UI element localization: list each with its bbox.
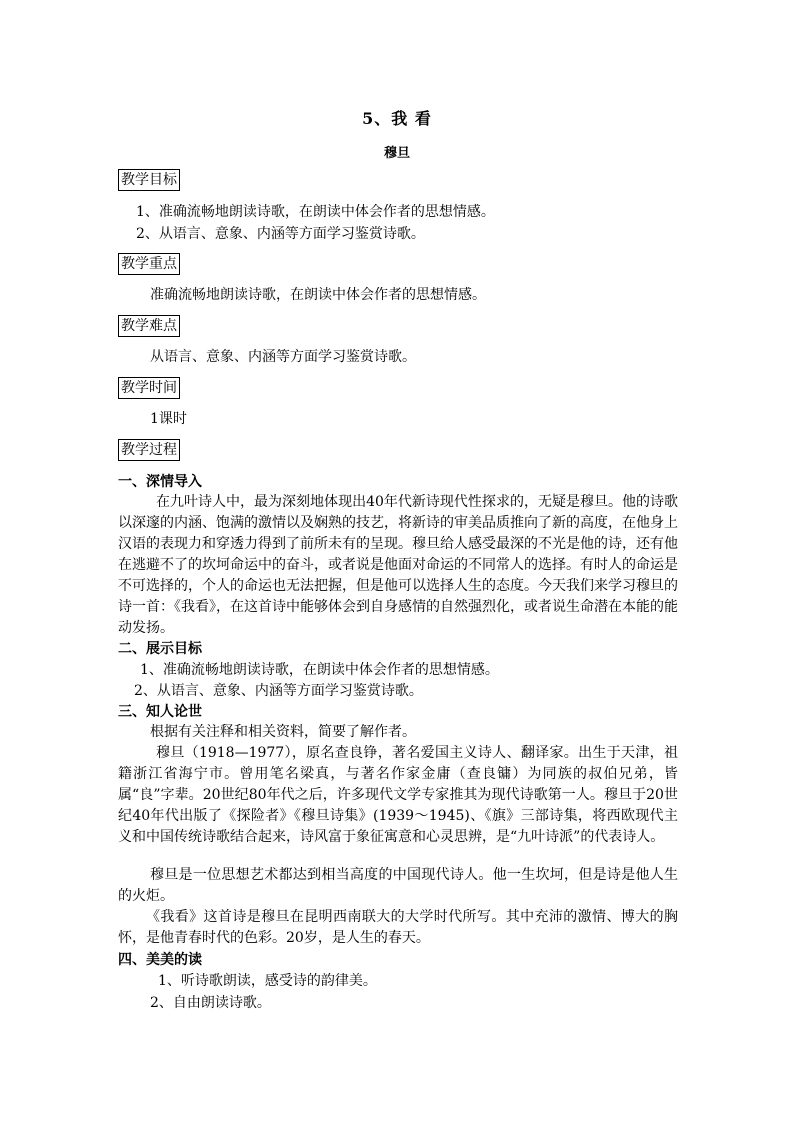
part3-heading: 三、知人论世 [118, 704, 202, 720]
part3-poem-note: 《我看》这首诗是穆旦在昆明西南联大的大学时代所写。其中充沛的激情、博大的胸怀，是他青春时代的色彩。20岁，是人生的春天。 [118, 909, 678, 946]
part2-item-1: 1、准确流畅地朗读诗歌，在朗读中体会作者的思想情感。 [140, 662, 499, 678]
difficulty-text: 从语言、意象、内涵等方面学习鉴赏诗歌。 [150, 349, 416, 365]
goal-item-1: 1、准确流畅地朗读诗歌，在朗读中体会作者的思想情感。 [136, 204, 495, 220]
section-label-difficulty: 教学难点 [118, 315, 180, 337]
section-label-process: 教学过程 [118, 439, 180, 461]
part2-heading: 二、展示目标 [118, 641, 202, 657]
part2-item-2: 2、从语言、意象、内涵等方面学习鉴赏诗歌。 [134, 683, 423, 699]
part1-heading: 一、深情导入 [118, 474, 202, 490]
part3-comment: 穆旦是一位思想艺术都达到相当高度的中国现代诗人。他一生坎坷，但是诗是他人生的火炬。 [118, 867, 678, 904]
part3-biography: 穆旦（1918—1977），原名查良铮，著名爱国主义诗人、翻译家。出生于天津，祖籍浙江省海宁市。曾用笔名梁真，与著名作家金庸（查良镛）为同族的叔伯兄弟，皆属“良”字辈。20世纪80年代之后，许多现代文学专家推其为现代诗歌第一人。穆旦于20世纪40年代出版了《探险者》《穆旦诗集》(1939～1945)、《旗》三部诗集，将西欧现代主义和中国传统诗歌结合起来，诗风富于象征寓意和心灵思辨，是“九叶诗派”的代表诗人。 [118, 745, 678, 845]
section-label-key-point: 教学重点 [118, 253, 180, 275]
section-label-goals: 教学目标 [118, 169, 180, 191]
part4-item-2: 2、自由朗读诗歌。 [150, 995, 271, 1011]
part4-heading: 四、美美的读 [118, 952, 202, 968]
author-name: 穆旦 [383, 146, 410, 161]
part1-paragraph: 在九叶诗人中，最为深刻地体现出40年代新诗现代性探求的，无疑是穆旦。他的诗歌以深邃的内涵、饱满的激情以及娴熟的技艺，将新诗的审美品质推向了新的高度，在他身上汉语的表现力和穿透力得到了前所未有的呈现。穆旦给人感受最深的不光是他的诗，还有他在逃避不了的坎坷命运中的奋斗，或者说是他面对命运的不同常人的选择。有时人的命运是不可选择的，个人的命运也无法把握，但是他可以选择人生的态度。今天我们来学习穆旦的诗一首：《我看》，在这首诗中能够体会到自身感情的自然强烈化，或者说生命潜在本能的能动发扬。 [118, 494, 678, 636]
lesson-title: 5、我 看 [362, 109, 432, 128]
part4-item-1: 1、听诗歌朗读，感受诗的韵律美。 [158, 973, 377, 989]
part3-intro: 根据有关注释和相关资料，简要了解作者。 [150, 724, 416, 740]
goal-item-2: 2、从语言、意象、内涵等方面学习鉴赏诗歌。 [136, 226, 425, 242]
key-point-text: 准确流畅地朗读诗歌，在朗读中体会作者的思想情感。 [150, 287, 486, 303]
time-text: 1课时 [150, 411, 187, 427]
section-label-time: 教学时间 [118, 377, 180, 399]
